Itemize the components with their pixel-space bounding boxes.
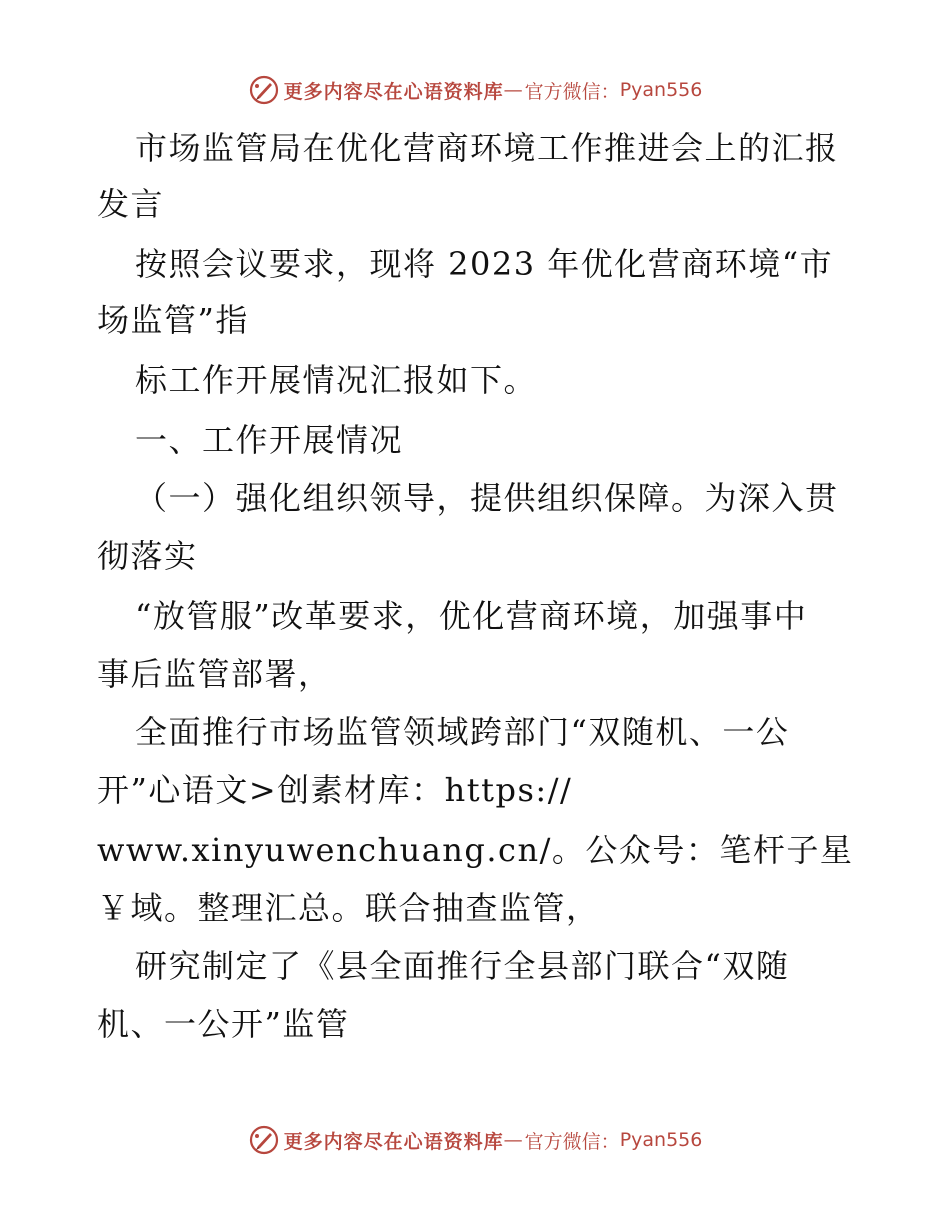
watermark-wechat-id: Pyan556: [619, 79, 703, 101]
brush-pen-logo-icon: [248, 74, 280, 106]
paragraph-line: www.xinyuwenchuang.cn/。公众号：笔杆子星: [97, 831, 854, 869]
watermark-dash: —: [503, 79, 523, 101]
subsection-heading: （一）强化组织领导，提供组织保障。为深入贯: [135, 479, 839, 517]
paragraph-line: 开”心语文>创素材库：https://: [97, 771, 573, 809]
watermark-main-text: 更多内容尽在心语资料库: [283, 80, 504, 103]
paragraph-line: 事后监管部署，: [97, 655, 332, 693]
watermark-dash: —: [503, 1129, 523, 1151]
paragraph-line: “放管服”改革要求，优化营商环境，加强事中: [135, 597, 808, 635]
watermark-footer: [0, 1120, 950, 1160]
paragraph-line: 标工作开展情况汇报如下。: [135, 361, 538, 399]
section-heading: 一、工作开展情况: [135, 421, 404, 459]
paragraph-line: 全面推行市场监管领域跨部门“双随机、一公: [135, 713, 790, 751]
paragraph-line: ￥域。整理汇总。联合抽查监管，: [97, 889, 600, 927]
paragraph-line: 按照会议要求，现将 2023 年优化营商环境“市: [135, 245, 834, 283]
document-title-line: 市场监管局在优化营商环境工作推进会上的汇报: [135, 129, 839, 167]
watermark-wechat-label: 官方微信：: [524, 80, 620, 103]
brush-pen-logo-icon: [248, 1124, 280, 1156]
watermark-header: [0, 70, 950, 110]
paragraph-line: 研究制定了《县全面推行全县部门联合“双随: [135, 947, 790, 985]
paragraph-line: 机、一公开”监管: [97, 1005, 350, 1043]
watermark-wechat-id: Pyan556: [619, 1129, 703, 1151]
paragraph-line: 彻落实: [97, 537, 198, 575]
watermark-main-text: 更多内容尽在心语资料库: [283, 1130, 504, 1153]
watermark-wechat-label: 官方微信：: [524, 1130, 620, 1153]
document-title-line: 发言: [97, 185, 165, 223]
paragraph-line: 场监管”指: [97, 301, 249, 339]
